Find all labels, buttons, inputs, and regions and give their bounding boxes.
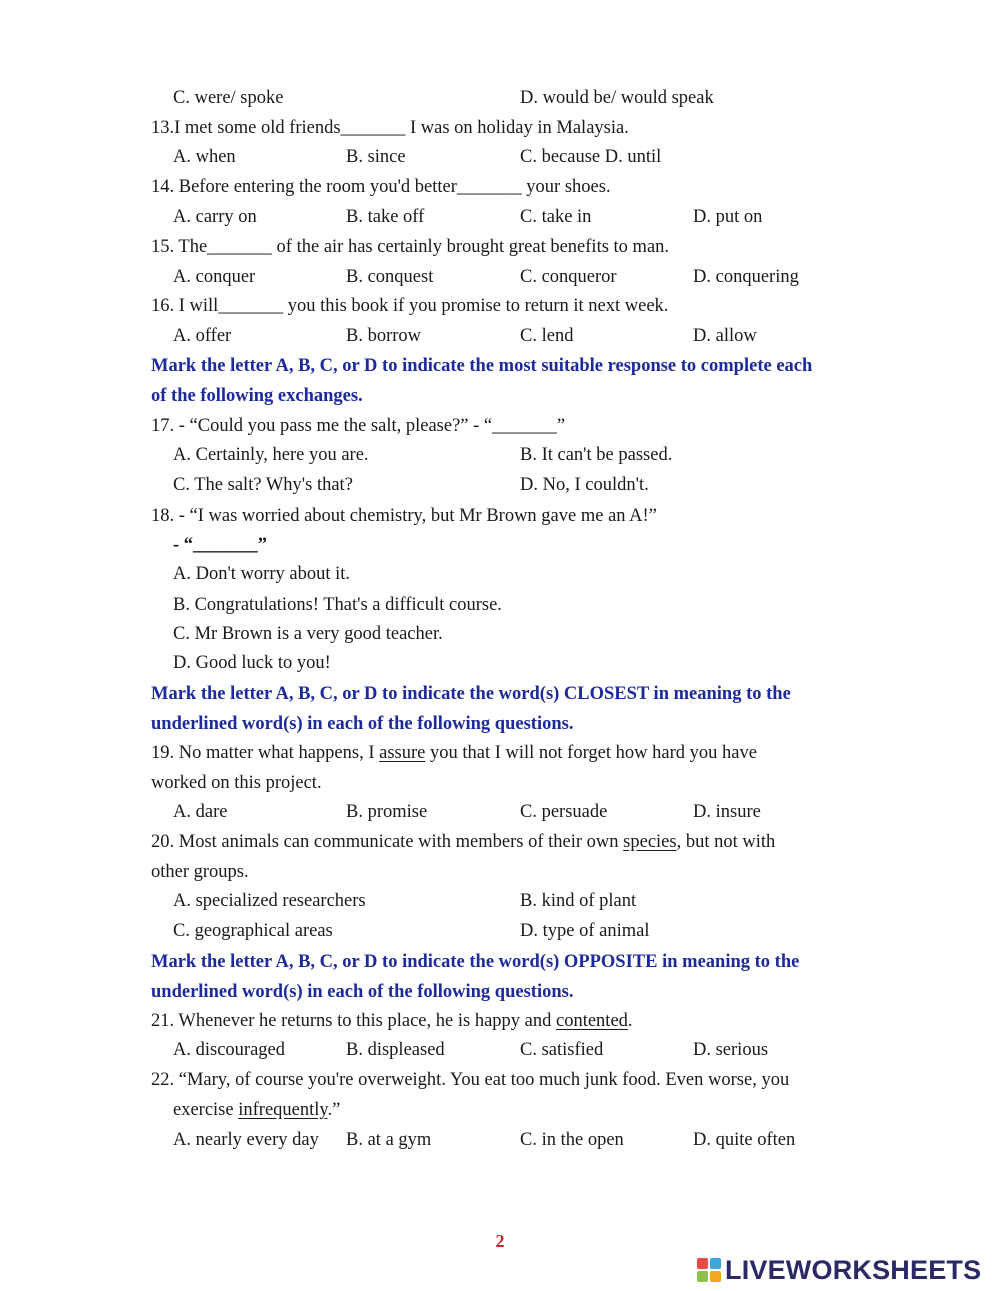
section-heading-response: Mark the letter A, B, C, or D to indicate the most suitable response to complete each	[151, 356, 813, 376]
liveworksheets-brand[interactable]	[697, 1255, 981, 1285]
option-d: D. conquering	[693, 267, 799, 287]
brand-wordmark: LIVEWORKSHEETS	[725, 1254, 982, 1285]
option-c: C. lend	[520, 326, 574, 346]
page-number: 2	[495, 1231, 505, 1251]
option-c: C. geographical areas	[173, 921, 333, 941]
option-a: A. discouraged	[173, 1040, 285, 1060]
option-b: B. kind of plant	[520, 891, 637, 911]
logo-tile	[697, 1258, 708, 1269]
option-d: D. quite often	[693, 1130, 796, 1150]
option-b: B. It can't be passed.	[520, 445, 673, 465]
option-b: B. Congratulations! That's a difficult course.	[173, 595, 502, 615]
option-b: B. conquest	[346, 267, 434, 287]
option-d: D. type of animal	[520, 921, 650, 941]
question-14: 14. Before entering the room you'd better_______ your shoes.	[151, 177, 611, 197]
logo-tile	[710, 1258, 721, 1269]
question-15: 15. The_______ of the air has certainly brought great benefits to man.	[151, 237, 670, 257]
section-heading-closest-line2: underlined word(s) in each of the following questions.	[151, 714, 574, 734]
option-c: C. persuade	[520, 802, 608, 822]
logo-tile	[697, 1271, 708, 1282]
question-19-line2: worked on this project.	[151, 773, 322, 793]
option-c: C. were/ spoke	[173, 88, 284, 108]
option-b: B. borrow	[346, 326, 422, 346]
option-c: C. Mr Brown is a very good teacher.	[173, 624, 443, 644]
option-b: B. at a gym	[346, 1130, 432, 1150]
option-b: B. promise	[346, 802, 428, 822]
option-c: C. The salt? Why's that?	[173, 475, 353, 495]
option-c: C. in the open	[520, 1130, 624, 1150]
section-heading-opposite: Mark the letter A, B, C, or D to indicate the word(s) OPPOSITE in meaning to the	[151, 952, 800, 972]
question-text: 21. Whenever he returns to this place, he is happy and	[151, 1011, 556, 1031]
question-22: 22. “Mary, of course you're overweight. You eat too much junk food. Even worse, you	[151, 1070, 790, 1090]
question-13: 13.I met some old friends_______ I was on holiday in Malaysia.	[151, 118, 629, 138]
option-d: D. insure	[693, 802, 761, 822]
section-heading-closest: Mark the letter A, B, C, or D to indicate the word(s) CLOSEST in meaning to the	[151, 684, 791, 704]
option-a: A. conquer	[173, 267, 256, 287]
question-text: 20. Most animals can communicate with members of their own	[151, 832, 624, 852]
option-b: B. since	[346, 147, 406, 167]
reply-blank: - “_______”	[173, 535, 268, 555]
option-a: A. offer	[173, 326, 232, 346]
question-text: .”	[327, 1100, 341, 1120]
option-cd: C. because D. until	[520, 147, 662, 167]
option-c: C. satisfied	[520, 1040, 604, 1060]
underlined-word: infrequently	[238, 1100, 328, 1120]
question-22-line2	[173, 1098, 340, 1122]
question-21	[151, 1009, 633, 1033]
option-d: D. No, I couldn't.	[520, 475, 649, 495]
option-d: D. put on	[693, 207, 763, 227]
question-text: .	[627, 1011, 633, 1031]
option-a: A. specialized researchers	[173, 891, 366, 911]
underlined-word: species	[623, 832, 677, 852]
question-text: you that I will not forget how hard you have	[425, 743, 757, 763]
question-text: 19. No matter what happens, I	[151, 743, 380, 763]
question-17: 17. - “Could you pass me the salt, please?” - “_______”	[151, 416, 566, 436]
logo-tile	[710, 1271, 721, 1282]
liveworksheets-logo-icon	[697, 1258, 721, 1282]
option-a: A. carry on	[173, 207, 257, 227]
option-c: C. take in	[520, 207, 592, 227]
underlined-word: assure	[379, 743, 426, 763]
question-text: exercise	[173, 1100, 239, 1120]
option-b: B. displeased	[346, 1040, 445, 1060]
option-c: C. conqueror	[520, 267, 617, 287]
option-a: A. when	[173, 147, 236, 167]
question-20	[151, 830, 775, 854]
question-19	[151, 741, 757, 765]
option-d: D. allow	[693, 326, 757, 346]
option-b: B. take off	[346, 207, 425, 227]
question-text: , but not with	[676, 832, 776, 852]
option-d: D. would be/ would speak	[520, 88, 714, 108]
option-d: D. serious	[693, 1040, 769, 1060]
question-16: 16. I will_______ you this book if you promise to return it next week.	[151, 296, 669, 316]
section-heading-response-line2: of the following exchanges.	[151, 386, 363, 406]
underlined-word: contented	[556, 1011, 628, 1031]
question-18: 18. - “I was worried about chemistry, but Mr Brown gave me an A!”	[151, 506, 657, 526]
question-20-line2: other groups.	[151, 862, 249, 882]
option-a: A. Certainly, here you are.	[173, 445, 369, 465]
option-d: D. Good luck to you!	[173, 653, 331, 673]
option-a: A. nearly every day	[173, 1130, 319, 1150]
section-heading-opposite-line2: underlined word(s) in each of the following questions.	[151, 982, 574, 1002]
option-a: A. Don't worry about it.	[173, 564, 351, 584]
option-a: A. dare	[173, 802, 228, 822]
